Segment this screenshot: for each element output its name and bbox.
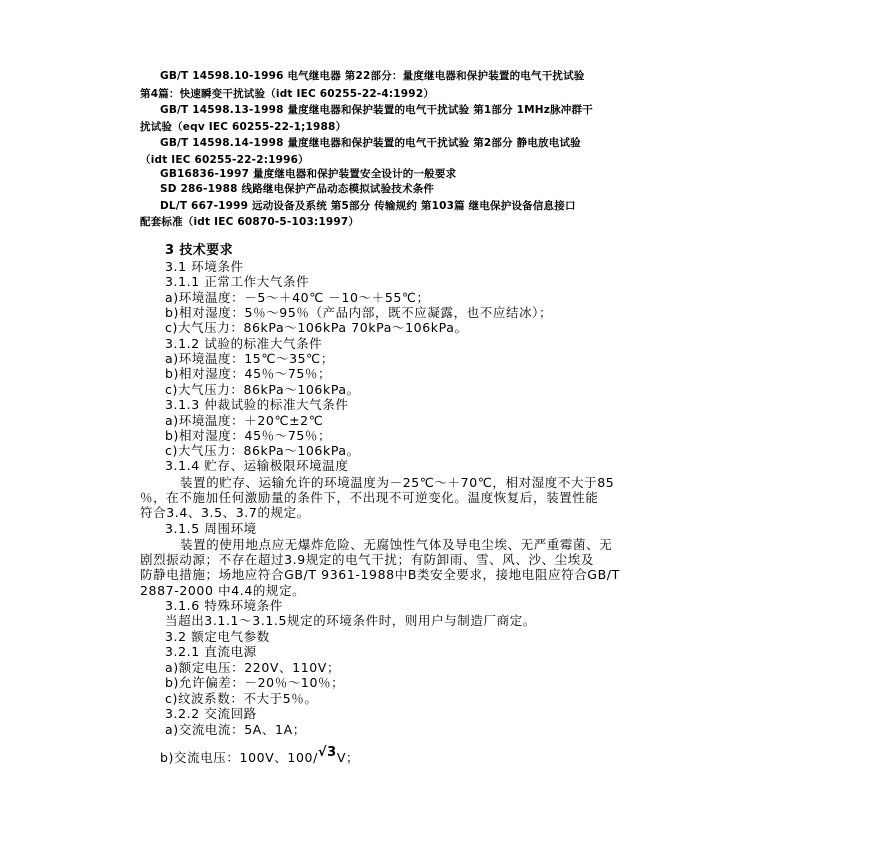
body-line: 3.2.2 交流回路	[165, 706, 257, 721]
body-line: b)相对湿度：45％～75％；	[165, 428, 332, 443]
reference-line: SD 286-1988 线路继电保护产品动态模拟试验技术条件	[160, 183, 435, 195]
body-line: c)纹波系数：不大于5％。	[165, 691, 318, 706]
reference-line: 配套标准（idt IEC 60870-5-103:1997）	[140, 216, 360, 228]
body-line: 当超出3.1.1～3.1.5规定的环境条件时，则用户与制造厂商定。	[165, 613, 536, 628]
body-line: 3.1.3 仲裁试验的标准大气条件	[165, 397, 349, 412]
reference-line: 扰试验（eqv IEC 60255-22-1;1988）	[140, 121, 347, 133]
body-line: a)交流电流：5A、1A；	[165, 722, 306, 737]
section-title: 3 技术要求	[165, 243, 233, 258]
body-line: 3.1 环境条件	[165, 259, 244, 274]
body-line: a)环境温度：－5～＋40℃ －10～＋55℃；	[165, 290, 430, 305]
reference-line: 第4篇：快速瞬变干扰试验（idt IEC 60255-22-4:1992）	[140, 88, 435, 100]
body-line: 3.1.2 试验的标准大气条件	[165, 336, 323, 351]
voltage-prefix: b)交流电压：100V、100/	[160, 750, 318, 765]
body-line: 3.1.4 贮存、运输极限环境温度	[165, 458, 349, 473]
sqrt-three-symbol: √3	[317, 745, 337, 760]
body-line: c)大气压力：86kPa～106kPa。	[165, 382, 360, 397]
body-line: b)允许偏差：－20％～10％；	[165, 675, 345, 690]
body-line: 3.1.6 特殊环境条件	[165, 598, 283, 613]
body-line: 3.1.5 周围环境	[165, 521, 257, 536]
body-line: b)相对湿度：5％～95％（产品内部，既不应凝露，也不应结冰）；	[165, 305, 553, 320]
reference-line: DL/T 667-1999 远动设备及系统 第5部分 传输规约 第103篇 继电保护设备信息接口	[160, 200, 576, 212]
body-line: c)大气压力：86kPa～106kPa。	[165, 443, 360, 458]
reference-line: （idt IEC 60255-22-2:1996）	[140, 154, 309, 166]
body-line: 3.2 额定电气参数	[165, 629, 270, 644]
body-line: 剧烈振动源；不存在超过3.9规定的电气干扰；有防卸雨、雪、风、沙、尘埃及	[140, 552, 594, 567]
reference-line: GB/T 14598.13-1998 量度继电器和保护装置的电气干扰试验 第1部分 1MHz脉冲群干	[160, 104, 593, 116]
body-line: 符合3.4、3.5、3.7的规定。	[140, 505, 310, 520]
body-line: 装置的使用地点应无爆炸危险、无腐蚀性气体及导电尘埃、无严重霉菌、无	[180, 537, 613, 552]
voltage-suffix: V；	[336, 750, 360, 765]
body-line: a)额定电压：220V、110V；	[165, 660, 341, 675]
body-line: a)环境温度：＋20℃±2℃	[165, 413, 324, 428]
body-line: 2887-2000 中4.4的规定。	[140, 583, 306, 598]
body-line: 3.1.1 正常工作大气条件	[165, 274, 310, 289]
body-line: 3.2.1 直流电源	[165, 644, 257, 659]
body-line: 装置的贮存、运输允许的环境温度为－25℃～＋70℃，相对湿度不大于85	[180, 475, 615, 490]
body-line: b)相对湿度：45％～75％；	[165, 366, 332, 381]
reference-line: GB16836-1997 量度继电器和保护装置安全设计的一般要求	[160, 168, 457, 180]
reference-line: GB/T 14598.14-1998 量度继电器和保护装置的电气干扰试验 第2部分 静电放电试验	[160, 137, 581, 149]
body-line: c)大气压力：86kPa～106kPa 70kPa～106kPa。	[165, 320, 468, 335]
reference-line: GB/T 14598.10-1996 电气继电器 第22部分：量度继电器和保护装置的电气干扰试验	[160, 70, 585, 82]
body-line: 防静电措施；场地应符合GB/T 9361-1988中B类安全要求，接地电阻应符合GB/T	[140, 567, 620, 582]
body-line: ％，在不施加任何激励量的条件下，不出现不可逆变化。温度恢复后，装置性能	[140, 490, 599, 505]
body-line-voltage	[160, 745, 360, 765]
body-line: a)环境温度：15℃～35℃；	[165, 351, 334, 366]
